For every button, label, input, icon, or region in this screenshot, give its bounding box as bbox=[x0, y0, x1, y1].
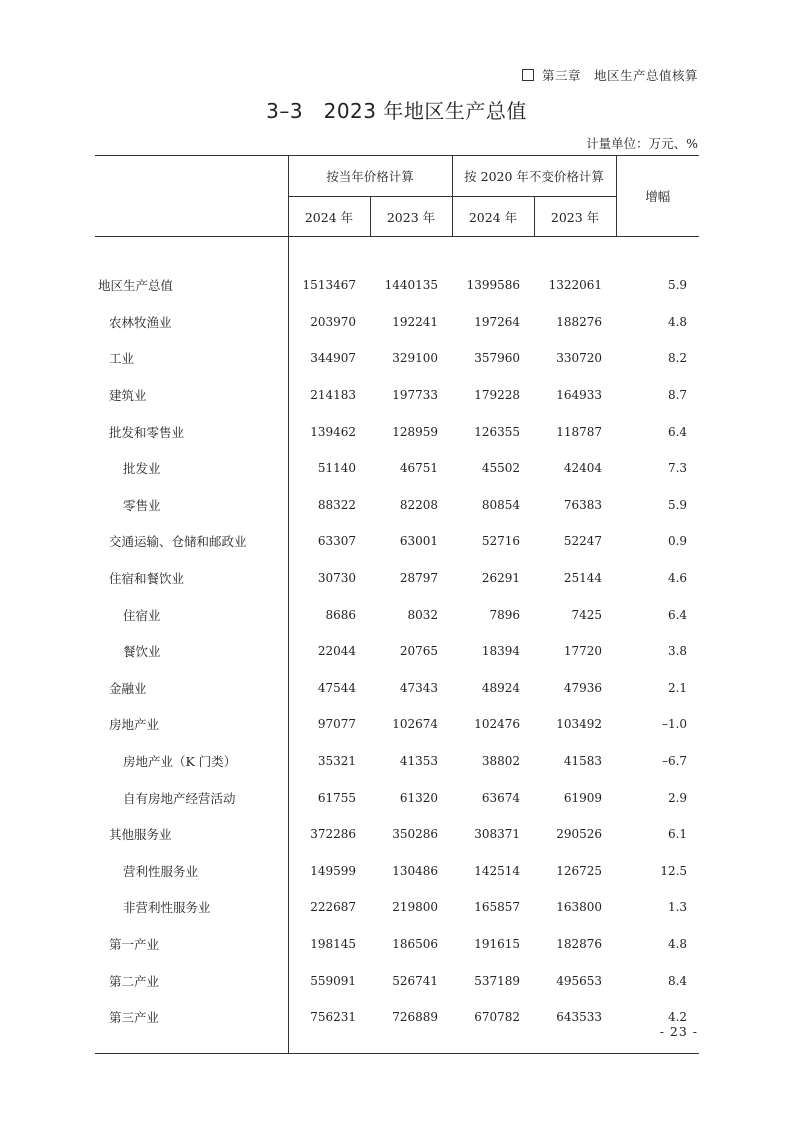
cell-constant-2024: 52716 bbox=[481, 534, 521, 549]
row-label: 非营利性服务业 bbox=[123, 900, 211, 916]
cell-constant-2023: 41583 bbox=[563, 754, 603, 769]
cell-constant-2023: 1322061 bbox=[548, 278, 603, 293]
cell-constant-2024: 7896 bbox=[489, 607, 521, 622]
row-label: 地区生产总值 bbox=[98, 278, 174, 294]
cell-constant-2024: 18394 bbox=[481, 644, 521, 659]
cell-constant-2023: 25144 bbox=[563, 571, 603, 586]
cell-constant-2023: 163800 bbox=[556, 900, 603, 915]
cell-current-2024: 61755 bbox=[288, 779, 370, 816]
cell-growth: 5.9 bbox=[667, 497, 688, 512]
cell-current-2024: 97077 bbox=[288, 706, 370, 743]
row-label: 第一产业 bbox=[109, 936, 160, 952]
cell-current-2023: 192241 bbox=[392, 314, 439, 329]
cell-growth: –1.0 bbox=[661, 717, 688, 732]
cell-current-2023: 63001 bbox=[399, 534, 439, 549]
table-row bbox=[95, 999, 699, 1054]
cell-growth: 12.5 bbox=[660, 863, 688, 878]
table-row bbox=[95, 237, 699, 304]
table-row bbox=[95, 853, 699, 890]
cell-growth: 8.7 bbox=[667, 388, 688, 403]
cell-constant-2023: 7425 bbox=[571, 607, 603, 622]
cell-constant-2024: 142514 bbox=[474, 863, 521, 878]
cell-constant-2023: 76383 bbox=[563, 497, 603, 512]
year-header: 2024 年 bbox=[452, 197, 534, 237]
cell-current-2024: 22044 bbox=[288, 633, 370, 670]
table-row bbox=[95, 633, 699, 670]
gdp-table bbox=[95, 155, 699, 1054]
cell-constant-2023: 42404 bbox=[563, 461, 603, 476]
cell-constant-2023: 17720 bbox=[563, 644, 603, 659]
cell-constant-2024: 308371 bbox=[474, 827, 521, 842]
row-label: 餐饮业 bbox=[123, 644, 161, 660]
row-label: 房地产业 bbox=[109, 717, 160, 733]
cell-growth: 2.1 bbox=[667, 680, 688, 695]
cell-current-2023: 130486 bbox=[392, 863, 439, 878]
table-row bbox=[95, 340, 699, 377]
cell-constant-2024: 48924 bbox=[481, 680, 521, 695]
row-label: 批发和零售业 bbox=[109, 424, 185, 440]
cell-growth: 5.9 bbox=[667, 278, 688, 293]
cell-growth: 3.8 bbox=[667, 644, 688, 659]
row-label: 营利性服务业 bbox=[123, 863, 199, 879]
cell-current-2023: 47343 bbox=[399, 680, 439, 695]
cell-constant-2023: 182876 bbox=[556, 936, 603, 951]
row-label: 第三产业 bbox=[95, 999, 288, 1054]
unit-note: 计量单位：万元、% bbox=[586, 136, 698, 151]
cell-constant-2023: 47936 bbox=[563, 680, 603, 695]
cell-current-2023: 46751 bbox=[399, 461, 439, 476]
cell-current-2024: 139462 bbox=[288, 413, 370, 450]
cell-constant-2024: 537189 bbox=[474, 973, 521, 988]
row-label: 住宿业 bbox=[123, 607, 161, 623]
cell-constant-2024: 80854 bbox=[481, 497, 521, 512]
cell-growth: 8.4 bbox=[667, 973, 688, 988]
cell-constant-2023: 643533 bbox=[534, 999, 616, 1054]
cell-current-2023: 329100 bbox=[392, 351, 439, 366]
cell-current-2023: 1440135 bbox=[384, 278, 439, 293]
row-label: 其他服务业 bbox=[109, 827, 172, 843]
cell-growth: 0.9 bbox=[667, 534, 688, 549]
table-row bbox=[95, 670, 699, 707]
page-number: - 23 - bbox=[659, 1024, 698, 1039]
year-header: 2023 年 bbox=[534, 197, 616, 237]
cell-constant-2024: 102476 bbox=[474, 717, 521, 732]
constant-price-header: 按 2020 年不变价格计算 bbox=[452, 156, 616, 197]
cell-current-2024: 63307 bbox=[288, 523, 370, 560]
table-row bbox=[95, 413, 699, 450]
cell-constant-2023: 164933 bbox=[556, 388, 603, 403]
cell-constant-2024: 26291 bbox=[481, 571, 521, 586]
cell-growth: 4.6 bbox=[667, 571, 688, 586]
cell-current-2023: 61320 bbox=[399, 790, 439, 805]
cell-constant-2023: 52247 bbox=[563, 534, 603, 549]
cell-constant-2024: 670782 bbox=[452, 999, 534, 1054]
square-bullet-icon bbox=[522, 69, 534, 81]
cell-growth: 4.8 bbox=[667, 314, 688, 329]
cell-constant-2024: 1399586 bbox=[466, 278, 521, 293]
cell-constant-2024: 165857 bbox=[474, 900, 521, 915]
cell-current-2023: 726889 bbox=[370, 999, 452, 1054]
cell-current-2024: 222687 bbox=[288, 889, 370, 926]
year-header: 2024 年 bbox=[288, 197, 370, 237]
row-label: 工业 bbox=[109, 351, 135, 367]
cell-current-2024: 372286 bbox=[288, 816, 370, 853]
year-header: 2023 年 bbox=[370, 197, 452, 237]
cell-growth: 6.1 bbox=[667, 827, 688, 842]
cell-current-2024: 35321 bbox=[288, 743, 370, 780]
cell-current-2023: 526741 bbox=[392, 973, 439, 988]
cell-current-2024: 756231 bbox=[288, 999, 370, 1054]
cell-constant-2023: 290526 bbox=[556, 827, 603, 842]
cell-constant-2024: 357960 bbox=[474, 351, 521, 366]
page-title: 3–3 2023 年地区生产总值 bbox=[266, 99, 527, 123]
cell-growth: 1.3 bbox=[667, 900, 688, 915]
cell-constant-2024: 191615 bbox=[474, 936, 521, 951]
cell-current-2024: 47544 bbox=[288, 670, 370, 707]
cell-current-2024: 149599 bbox=[288, 853, 370, 890]
table-row bbox=[95, 816, 699, 853]
chapter-title: 第三章 地区生产总值核算 bbox=[541, 68, 698, 83]
cell-growth: 8.2 bbox=[667, 351, 688, 366]
cell-constant-2024: 179228 bbox=[474, 388, 521, 403]
table-row bbox=[95, 926, 699, 963]
growth-header: 增幅 bbox=[616, 156, 699, 237]
row-label: 金融业 bbox=[109, 680, 147, 696]
cell-current-2023: 350286 bbox=[392, 827, 439, 842]
cell-current-2024: 559091 bbox=[288, 962, 370, 999]
cell-current-2023: 20765 bbox=[399, 644, 439, 659]
cell-constant-2024: 38802 bbox=[481, 754, 521, 769]
cell-current-2024: 51140 bbox=[288, 450, 370, 487]
cell-constant-2024: 63674 bbox=[481, 790, 521, 805]
table-row bbox=[95, 889, 699, 926]
cell-constant-2024: 45502 bbox=[481, 461, 521, 476]
cell-constant-2024: 197264 bbox=[474, 314, 521, 329]
table-row bbox=[95, 560, 699, 597]
table-row bbox=[95, 450, 699, 487]
table-row bbox=[95, 743, 699, 780]
cell-constant-2023: 118787 bbox=[556, 424, 603, 439]
row-label: 房地产业（K 门类） bbox=[123, 754, 237, 770]
cell-current-2023: 186506 bbox=[392, 936, 439, 951]
cell-growth: –6.7 bbox=[661, 754, 688, 769]
cell-constant-2023: 61909 bbox=[563, 790, 603, 805]
row-label: 建筑业 bbox=[109, 388, 147, 404]
row-label: 交通运输、仓储和邮政业 bbox=[109, 534, 247, 550]
cell-current-2023: 197733 bbox=[392, 388, 439, 403]
table-row bbox=[95, 706, 699, 743]
cell-current-2024: 198145 bbox=[288, 926, 370, 963]
table-row bbox=[95, 377, 699, 414]
cell-constant-2023: 126725 bbox=[556, 863, 603, 878]
table-row bbox=[95, 487, 699, 524]
cell-current-2024: 88322 bbox=[288, 487, 370, 524]
cell-current-2023: 219800 bbox=[392, 900, 439, 915]
cell-current-2023: 82208 bbox=[399, 497, 439, 512]
cell-current-2023: 128959 bbox=[392, 424, 439, 439]
table-row bbox=[95, 962, 699, 999]
cell-constant-2023: 330720 bbox=[556, 351, 603, 366]
table-row bbox=[95, 523, 699, 560]
stub-header bbox=[95, 156, 288, 237]
cell-growth: 6.4 bbox=[667, 607, 688, 622]
cell-current-2023: 28797 bbox=[399, 571, 439, 586]
cell-current-2024: 344907 bbox=[288, 340, 370, 377]
chapter-header bbox=[522, 66, 698, 84]
current-price-header: 按当年价格计算 bbox=[288, 156, 452, 197]
row-label: 自有房地产经营活动 bbox=[123, 790, 236, 806]
cell-growth: 2.9 bbox=[667, 790, 688, 805]
cell-current-2024: 1513467 bbox=[288, 237, 370, 304]
row-label: 批发业 bbox=[123, 461, 161, 477]
table-row bbox=[95, 779, 699, 816]
cell-growth: 6.4 bbox=[667, 424, 688, 439]
cell-current-2024: 8686 bbox=[288, 596, 370, 633]
cell-growth: 4.8 bbox=[667, 936, 688, 951]
row-label: 农林牧渔业 bbox=[109, 314, 172, 330]
cell-current-2023: 102674 bbox=[392, 717, 439, 732]
cell-current-2024: 203970 bbox=[288, 304, 370, 341]
cell-constant-2024: 126355 bbox=[474, 424, 521, 439]
cell-current-2023: 8032 bbox=[407, 607, 439, 622]
row-label: 住宿和餐饮业 bbox=[109, 571, 185, 587]
cell-current-2023: 41353 bbox=[399, 754, 439, 769]
cell-constant-2023: 495653 bbox=[556, 973, 603, 988]
cell-growth: 4.2 bbox=[616, 999, 699, 1054]
cell-constant-2023: 103492 bbox=[556, 717, 603, 732]
table-row bbox=[95, 304, 699, 341]
cell-growth: 7.3 bbox=[667, 461, 688, 476]
row-label: 第二产业 bbox=[109, 973, 160, 989]
table-row bbox=[95, 596, 699, 633]
cell-current-2024: 30730 bbox=[288, 560, 370, 597]
row-label: 零售业 bbox=[123, 497, 161, 513]
cell-current-2024: 214183 bbox=[288, 377, 370, 414]
cell-constant-2023: 188276 bbox=[556, 314, 603, 329]
